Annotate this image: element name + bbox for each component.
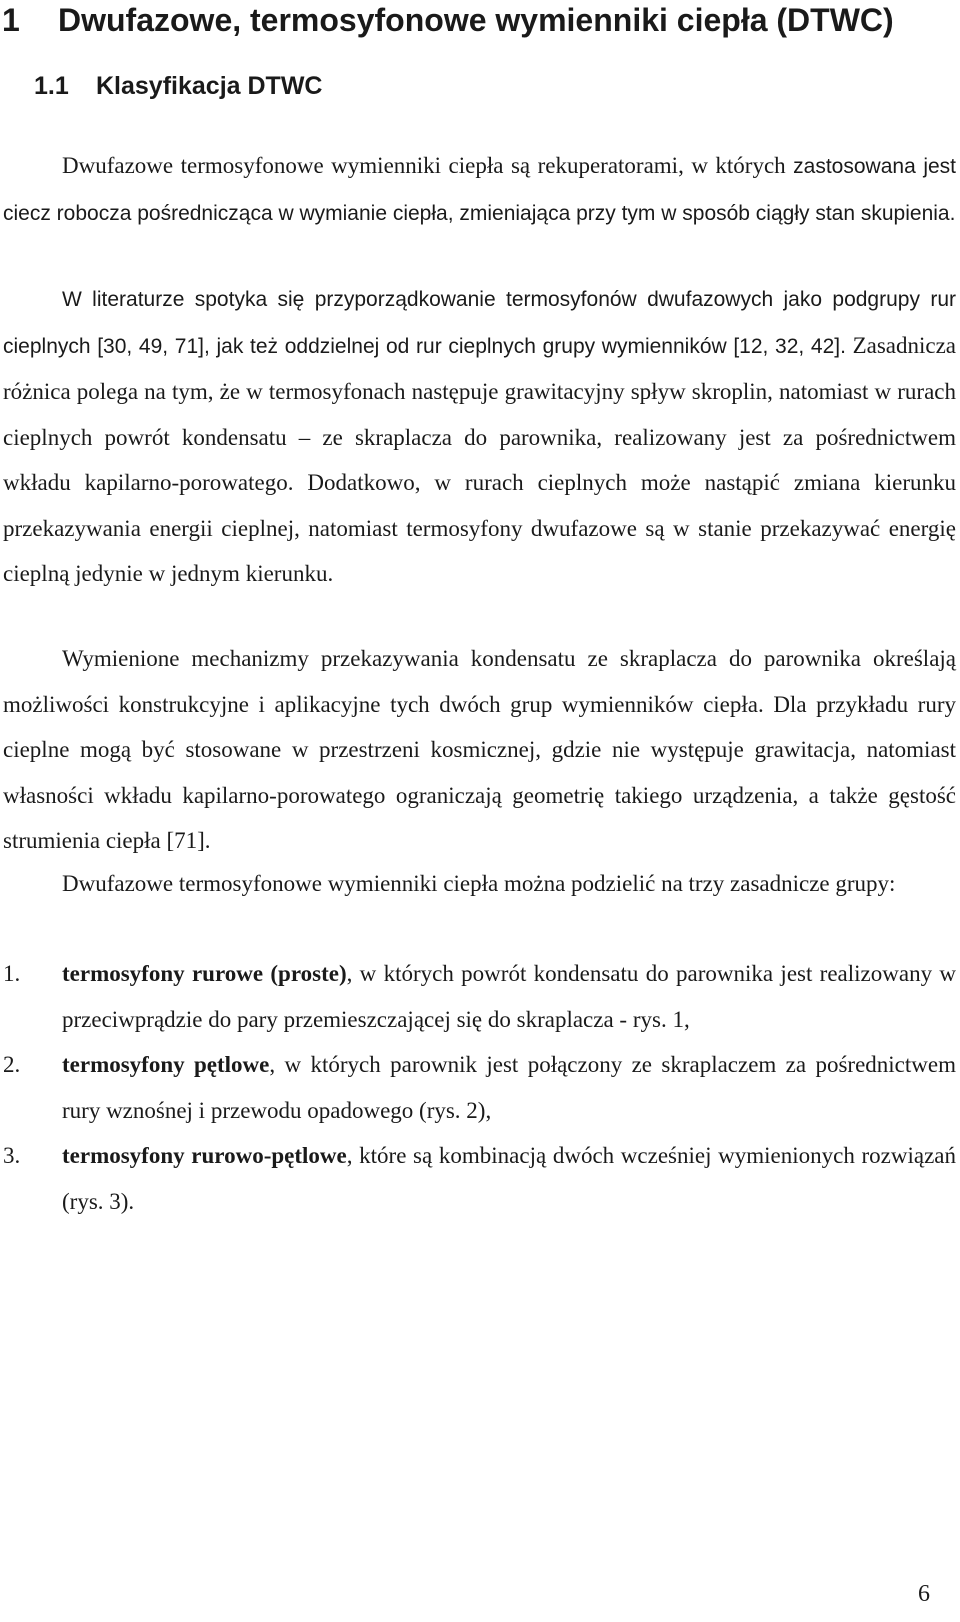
list-item: [3, 951, 956, 1042]
paragraph-mechanisms: Wymienione mechanizmy przekazywania kondensatu ze skraplacza do parownika określają możliwości konstrukcyjne i aplikacyjne tych dwóch grup wymienników ciepła. Dla przykładu rury cieplne mogą być stosowane w przestrzeni kosmicznej, gdzie nie występuje grawitacja, natomiast własności wkładu kapilarno-porowatego ograniczają geometrię takiego urządzenia, a także gęstość strumienia ciepła [71].: [3, 646, 956, 853]
section-number: 1.1: [34, 72, 69, 100]
list-item-marker: 3.: [3, 1143, 21, 1168]
page-number: 6: [918, 1581, 930, 1607]
section-heading: [34, 70, 322, 102]
paragraph-definition-serif: Dwufazowe termosyfonowe wymienniki ciepła są rekuperatorami, w których: [62, 153, 794, 178]
list-item-term: termosyfony pętlowe: [62, 1052, 270, 1077]
list-item-text: , które są kombinacją dwóch wcześniej wymienionych rozwiązań (rys. 3).: [62, 1143, 956, 1214]
paragraph-literature: [3, 276, 956, 597]
section-title: Klasyfikacja DTWC: [96, 72, 323, 100]
list-item-text: , w których parownik jest połączony ze skraplaczem za pośrednictwem rury wznośnej i przewodu opadowego (rys. 2),: [62, 1052, 956, 1123]
list-item-term: termosyfony rurowe (proste): [62, 961, 347, 986]
paragraph-definition-sans: zastosowana jest ciecz robocza pośrednicząca w wymianie ciepła, zmieniająca przy tym w sposób ciągły stan skupienia.: [3, 155, 957, 225]
list-item: [3, 1042, 956, 1133]
list-item-marker: 1.: [3, 961, 21, 986]
paragraph-definition: [3, 143, 956, 236]
list-item: [3, 1133, 956, 1224]
paragraph-groups-intro: Dwufazowe termosyfonowe wymienniki ciepła można podzielić na trzy zasadnicze grupy:: [62, 871, 896, 896]
chapter-number: 1: [2, 2, 20, 38]
chapter-heading: [2, 0, 952, 40]
chapter-title: Dwufazowe, termosyfonowe wymienniki ciepła (DTWC): [58, 2, 894, 38]
list-item-marker: 2.: [3, 1052, 21, 1077]
paragraph-literature-sans: W literaturze spotyka się przyporządkowanie termosyfonów dwufazowych jako podgrupy rur cieplnych [30, 49, 71], jak też oddzielnej od rur cieplnych grupy wymienników [12, 32, 42].: [3, 288, 956, 358]
list-item-term: termosyfony rurowo-pętlowe: [62, 1143, 347, 1168]
paragraph-literature-serif: Zasadnicza różnica polega na tym, że w termosyfonach następuje grawitacyjny spływ skroplin, natomiast w rurach cieplnych powrót kondensatu – ze skraplacza do parownika, realizowany jest za pośrednictwem wkładu kapilarno-porowatego. Dodatkowo, w rurach cieplnych może nastąpić zmiana kierunku przekazywania energii cieplnej, natomiast termosyfony dwufazowe są w stanie przekazywać energię cieplną jedynie w jednym kierunku.: [3, 332, 956, 586]
groups-list: [3, 951, 956, 1224]
list-item-text: , w których powrót kondensatu do parownika jest realizowany w przeciwprądzie do pary przemieszczającej się do skraplacza - rys. 1,: [62, 961, 956, 1032]
